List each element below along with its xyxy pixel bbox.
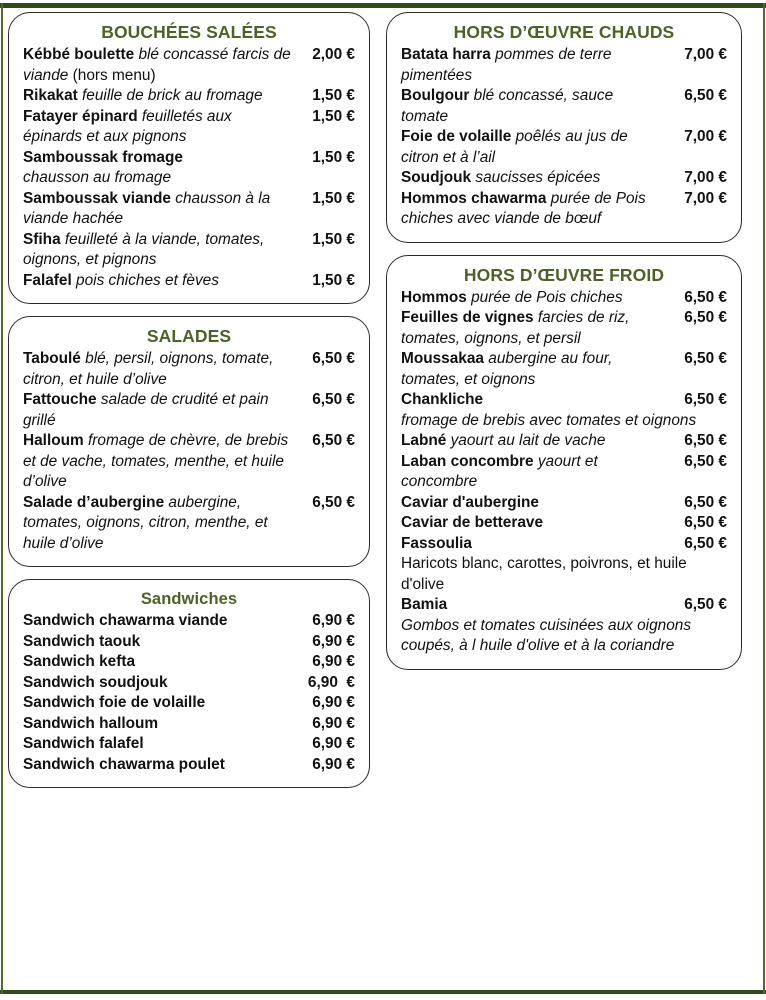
menu-item-name: Boulgour [401, 87, 474, 105]
menu-item-description: blé concassé, sauce tomate [401, 87, 614, 125]
menu-item-name: Samboussak viande [23, 189, 176, 207]
menu-item-name: Laban concombre [401, 452, 538, 470]
section-heading: SALADES [146, 326, 232, 347]
menu-item-name: Fassoulia [401, 534, 472, 552]
menu-item-text [23, 45, 291, 86]
menu-columns [8, 12, 758, 986]
menu-item-name: Sandwich soudjouk [23, 673, 168, 691]
menu-item-row [23, 652, 355, 672]
menu-item-description: pommes de terre pimentées [401, 46, 612, 84]
menu-item-name: Kébbé boulette [23, 46, 139, 64]
menu-item-list [401, 288, 727, 657]
menu-item-text [23, 230, 291, 271]
menu-item-note: (hors menu) [72, 66, 156, 84]
menu-item-description: yaourt et concombre [401, 452, 598, 491]
menu-item-price: 6,90 € [312, 735, 355, 753]
menu-item-name: Labné [401, 432, 451, 450]
menu-item-text [401, 534, 663, 554]
menu-item-name: Fatayer épinard [23, 107, 142, 125]
menu-item-description: purée de Pois chiches [471, 288, 623, 306]
menu-item-row [401, 168, 727, 188]
menu-item-price: 6,50 € [684, 596, 727, 614]
menu-item-text [23, 271, 291, 291]
menu-item-text [401, 168, 663, 188]
menu-item-name: Taboulé [23, 350, 86, 368]
menu-item-description: purée de Pois chiches avec viande de bœuf [401, 189, 646, 228]
menu-item-text [401, 288, 663, 308]
menu-item-name: Sandwich foie de volaille [23, 694, 206, 712]
menu-item-text [23, 390, 291, 431]
menu-item-name: Sandwich chawarma poulet [23, 755, 225, 773]
menu-item-price: 7,00 € [684, 169, 727, 187]
menu-item-name: Moussakaa [401, 350, 489, 368]
left-column [8, 12, 370, 986]
menu-item-name: Halloum [23, 432, 88, 450]
menu-item-price: 7,00 € [684, 189, 727, 207]
section-heading: HORS D’ŒUVRE FROID [463, 264, 665, 285]
top-border-rule [0, 3, 766, 8]
menu-item-text [401, 390, 663, 410]
menu-item-row [23, 693, 355, 713]
menu-item-row [401, 513, 727, 533]
menu-item-row [401, 349, 727, 390]
menu-item-name: Bamia [401, 596, 448, 614]
menu-item-name: Sandwich taouk [23, 632, 141, 650]
menu-item-price: 6,90 € [312, 632, 355, 650]
menu-item-text [23, 632, 291, 652]
menu-item-name: Foie de volaille [401, 128, 516, 146]
menu-item-price: 1,50 € [312, 107, 355, 125]
menu-item-price: 6,50 € [684, 391, 727, 409]
section-heading: HORS D’ŒUVRE CHAUDS [453, 22, 675, 42]
menu-item-row [23, 271, 355, 291]
menu-item-row [23, 755, 355, 775]
menu-item-text [23, 148, 291, 168]
menu-item-price: 1,50 € [312, 230, 355, 248]
menu-item-name: Falafel [23, 271, 77, 289]
menu-item-name: Sfiha [23, 230, 65, 248]
menu-item-price: 6,50 € [312, 350, 355, 368]
menu-item-description: fromage de chèvre, de brebis et de vache, tomates, menthe, et huile d’olive [23, 432, 289, 491]
menu-item-text [23, 86, 291, 106]
menu-item-description: chausson au fromage [23, 169, 172, 187]
menu-item-row [23, 107, 355, 148]
menu-item-text [23, 734, 291, 754]
menu-item-text [401, 127, 663, 168]
menu-item-row [401, 493, 727, 513]
menu-item-description: fromage de brebis avec tomates et oignons [401, 411, 697, 429]
menu-item-row [401, 127, 727, 168]
menu-item-text [401, 431, 663, 451]
menu-section-sandwiches [8, 579, 370, 788]
menu-item-price: 7,00 € [684, 128, 727, 146]
menu-item-name: Hommos chawarma [401, 189, 551, 207]
menu-item-row [23, 611, 355, 631]
menu-item-description: poêlés au jus de citron et à l’ail [401, 128, 628, 166]
menu-item-row [23, 734, 355, 754]
menu-item-row [23, 45, 355, 86]
menu-item-row [23, 493, 355, 554]
menu-item-text [401, 86, 663, 127]
menu-item-row [401, 86, 727, 127]
menu-section-hors-d-uvre-chauds [386, 12, 742, 243]
menu-item-row [23, 431, 355, 492]
menu-item-price: 6,50 € [684, 452, 727, 470]
menu-item-list [401, 45, 727, 229]
menu-item-description: Haricots blanc, carottes, poivrons, et huile d'olive [401, 555, 687, 593]
menu-item-name: Batata harra [401, 46, 496, 64]
menu-item-price: 6,90 € [312, 714, 355, 732]
menu-item-list [23, 349, 355, 554]
menu-item-text [23, 493, 291, 554]
menu-item-description: yaourt au lait de vache [450, 432, 606, 450]
menu-item-price: 6,50 € [684, 514, 727, 532]
menu-item-name: Caviar de betterave [401, 514, 544, 532]
menu-item-row [401, 390, 727, 410]
menu-item-price: 6,90 € [312, 694, 355, 712]
menu-item-price: 6,50 € [684, 288, 727, 306]
menu-item-description: pois chiches et fèves [76, 271, 219, 289]
menu-item-text [23, 349, 291, 390]
menu-item-row [401, 452, 727, 493]
menu-item-price: 2,00 € [312, 46, 355, 64]
menu-item-row [401, 534, 727, 554]
bottom-border-rule [0, 990, 766, 994]
menu-item-row [23, 349, 355, 390]
menu-item-text [23, 714, 291, 734]
menu-item-name: Sandwich chawarma viande [23, 612, 228, 630]
menu-item-row [23, 148, 355, 168]
menu-item-description: salade de crudité et pain grillé [23, 391, 269, 429]
menu-section-hors-d-uvre-froid [386, 255, 742, 670]
menu-item-row [401, 189, 727, 230]
menu-item-text [23, 673, 291, 693]
menu-item-row [401, 45, 727, 86]
menu-item-price: 6,50 € [684, 87, 727, 105]
menu-item-row [23, 390, 355, 431]
menu-item-name: Sandwich falafel [23, 735, 144, 753]
menu-item-text [401, 493, 663, 513]
menu-item-price: 6,50 € [684, 432, 727, 450]
menu-item-text [401, 189, 663, 230]
menu-item-description: blé, persil, oignons, tomate, citron, et huile d’olive [23, 350, 274, 388]
menu-item-name: Soudjouk [401, 169, 476, 187]
menu-section-bouch-es-sal-es [8, 12, 370, 304]
menu-item-price: 1,50 € [312, 87, 355, 105]
menu-item-price: 7,00 € [684, 46, 727, 64]
menu-item-price: 6,50 € [684, 309, 727, 327]
menu-item-name: Hommos [401, 288, 472, 306]
menu-item-price: 6,90 € [307, 673, 355, 691]
menu-item-price: 6,50 € [684, 534, 727, 552]
left-border-rule [1, 3, 3, 994]
menu-item-description: farcies de riz, tomates, oignons, et persil [401, 309, 630, 347]
menu-item-name: Sandwich halloum [23, 714, 159, 732]
menu-item-list [23, 45, 355, 291]
menu-item-price: 6,50 € [312, 493, 355, 511]
menu-item-text [401, 452, 663, 493]
menu-item-price: 6,50 € [684, 350, 727, 368]
menu-item-text [401, 595, 663, 615]
menu-item-description: aubergine au four, tomates, et oignons [401, 350, 613, 388]
menu-item-row [23, 673, 355, 693]
menu-item-text [23, 189, 291, 230]
menu-item-text [23, 755, 291, 775]
right-border-rule [763, 3, 765, 994]
menu-item-description: saucisses épicées [475, 169, 601, 187]
menu-item-row [23, 230, 355, 271]
menu-item-text [23, 107, 291, 148]
menu-item-text [23, 611, 291, 631]
menu-item-name: Chankliche [401, 391, 484, 409]
menu-item-row [401, 308, 727, 349]
menu-item-name: Fattouche [23, 391, 101, 409]
menu-item-description: Gombos et tomates cuisinées aux oignons coupés, à l huile d'olive et à la coriandre [401, 616, 692, 655]
menu-item-price: 1,50 € [312, 189, 355, 207]
right-column [386, 12, 742, 986]
menu-item-price: 6,90 € [312, 755, 355, 773]
menu-item-description: feuilletés aux épinards et aux pignons [23, 107, 232, 146]
menu-item-text [23, 693, 291, 713]
menu-item-row [23, 189, 355, 230]
section-heading: BOUCHÉES SALÉES [101, 22, 277, 42]
menu-item-name: Caviar d'aubergine [401, 493, 539, 511]
menu-item-price: 6,50 € [312, 391, 355, 409]
menu-item-text [401, 349, 663, 390]
menu-item-row [23, 86, 355, 106]
menu-item-price: 6,90 € [312, 612, 355, 630]
menu-item-text [23, 431, 291, 492]
menu-item-price: 6,50 € [684, 493, 727, 511]
menu-item-name: Sandwich kefta [23, 653, 136, 671]
menu-item-price: 1,50 € [312, 148, 355, 166]
menu-item-name: Rikakat [23, 87, 83, 105]
menu-item-price: 1,50 € [312, 271, 355, 289]
menu-item-row [23, 632, 355, 652]
menu-item-description: feuille de brick au fromage [82, 87, 263, 105]
menu-item-name: Salade d’aubergine [23, 493, 169, 511]
menu-item-description: aubergine, tomates, oignons, citron, menthe, et huile d’olive [23, 493, 268, 552]
menu-item-description: feuilleté à la viande, tomates, oignons, et pignons [23, 230, 265, 269]
section-heading: Sandwiches [140, 590, 238, 609]
menu-section-salades [8, 316, 370, 567]
menu-item-name: Feuilles de vignes [401, 309, 538, 327]
menu-item-price: 6,50 € [312, 432, 355, 450]
menu-item-price: 6,90 € [312, 653, 355, 671]
menu-item-list [23, 611, 355, 775]
menu-item-text [23, 652, 291, 672]
menu-item-text [401, 513, 663, 533]
menu-item-row [401, 288, 727, 308]
menu-item-text [401, 45, 663, 86]
menu-item-row [23, 714, 355, 734]
menu-item-row [401, 595, 727, 615]
menu-item-description: blé concassé farcis de viande [23, 46, 291, 84]
menu-item-row [401, 431, 727, 451]
menu-item-text [401, 308, 663, 349]
menu-item-description: chausson à la viande hachée [23, 189, 271, 228]
menu-item-name: Samboussak fromage [23, 148, 183, 166]
